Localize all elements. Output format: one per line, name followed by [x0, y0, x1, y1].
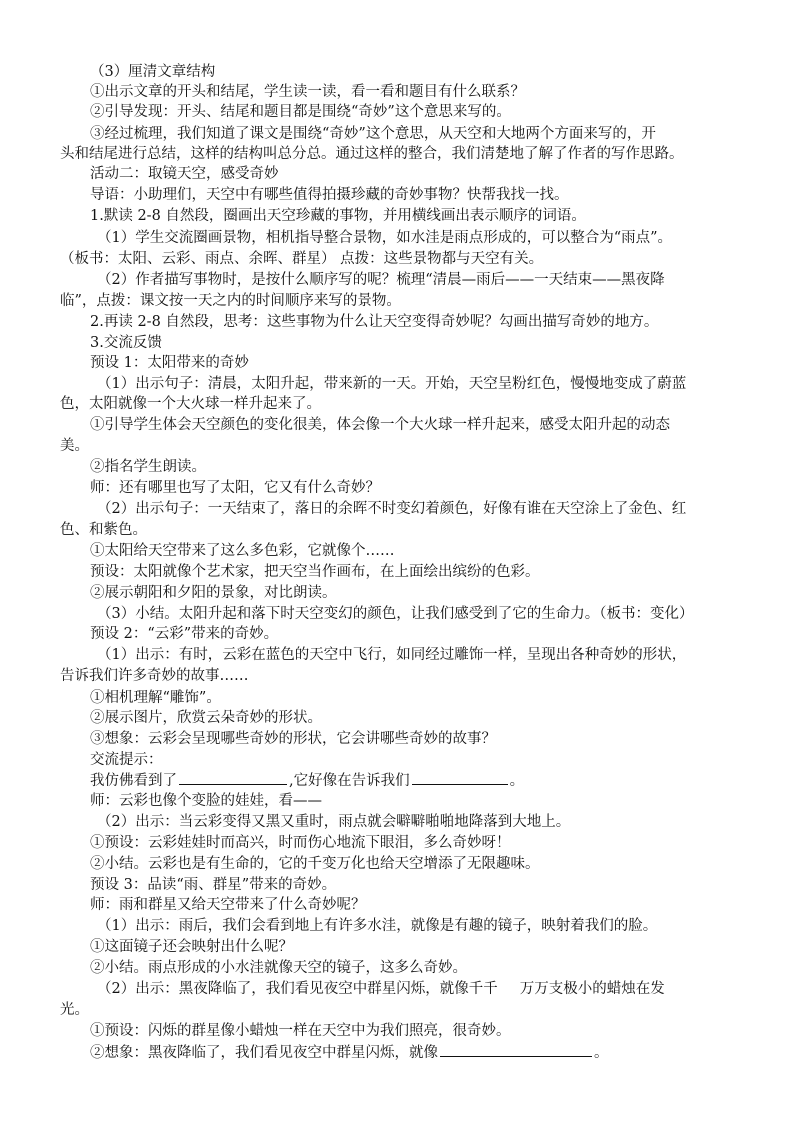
blank-prompt-text: 。 [509, 773, 525, 789]
blank-line [412, 770, 508, 785]
paragraph-line: 头和结尾进行总结，这样的结构叫总分总。通过这样的整合，我们清楚地了解了作者的写作思路。 [60, 146, 684, 162]
paragraph-line: 光。 [60, 1002, 89, 1018]
paragraph-line: 预设 2：“云彩”带来的奇妙。 [90, 626, 279, 642]
activity-heading: 活动二：取镜天空，感受奇妙 [90, 166, 279, 182]
paragraph-line: ①引导学生体会天空颜色的变化很美，体会像一个大火球一样升起来，感受太阳升起的动态 [90, 417, 670, 433]
paragraph-line: ①相机理解“雕饰”。 [90, 690, 221, 706]
paragraph-line: ①太阳给天空带来了这么多色彩，它就像个…… [90, 543, 395, 559]
paragraph-line: ②展示朝阳和夕阳的景象，对比朗读。 [90, 585, 337, 601]
paragraph-line: ②小结。云彩也是有生命的，它的千变万化也给天空增添了无限趣味。 [90, 856, 540, 872]
paragraph-line: 师：云彩也像个变脸的娃娃，看—— [90, 793, 322, 809]
paragraph-line: ①出示文章的开头和结尾，学生读一读，看一看和题目有什么联系？ [90, 84, 525, 100]
paragraph-line: （2）作者描写事物时，是按什么顺序写的呢？梳理“清晨—雨后——一天结束——黑夜降 [97, 272, 665, 288]
paragraph-line: ①预设：闪烁的群星像小蜡烛一样在天空中为我们照亮，很奇妙。 [90, 1023, 511, 1039]
paragraph-line: （2）出示：当云彩变得又黑又重时，雨点就会噼噼啪啪地降落到大地上。 [97, 814, 571, 830]
paragraph-line: 师：还有哪里也写了太阳，它又有什么奇妙？ [90, 480, 380, 496]
paragraph-line: ②指名学生朗读。 [90, 459, 206, 475]
blank-prompt-text: ②想象：黑夜降临了，我们看见夜空中群星闪烁，就像 [90, 1045, 438, 1061]
paragraph-line: 导语：小助理们，天空中有哪些值得拍摄珍藏的奇妙事物？快帮我找一找。 [90, 187, 569, 203]
section-heading: （3）厘清文章结构 [90, 64, 216, 80]
paragraph-line: （1）学生交流圈画景物，相机指导整合景物，如水洼是雨点形成的，可以整合为“雨点”。 [97, 230, 673, 246]
blank-line [440, 1042, 592, 1057]
paragraph-line: 预设 1：太阳带来的奇妙 [90, 355, 249, 371]
paragraph-line: 色，太阳就像一个大火球一样升起来了。 [60, 396, 321, 412]
paragraph-text: （2）出示：黑夜降临了，我们看见夜空中群星闪烁，就像千千 [97, 981, 498, 997]
paragraph-line: （1）出示：有时，云彩在蓝色的天空中飞行，如同经过雕饰一样，呈现出各种奇妙的形状， [97, 647, 687, 663]
paragraph-line [97, 979, 665, 999]
blank-prompt-text: ,它好像在告诉我们 [289, 773, 410, 789]
paragraph-line: ①预设：云彩娃娃时而高兴，时而伤心地流下眼泪，多么奇妙呀！ [90, 835, 511, 851]
paragraph-line: 预设：太阳就像个艺术家，把天空当作画布，在上面绘出缤纷的色彩。 [90, 564, 540, 580]
paragraph-line: 2.再读 2-8 自然段，思考：这些事物为什么让天空变得奇妙呢？勾画出描写奇妙的地方。 [90, 314, 659, 330]
blank-prompt-text: 我仿佛看到了 [90, 773, 177, 789]
blank-prompt-text: 。 [594, 1045, 609, 1061]
paragraph-line: （板书：太阳、云彩、雨点、余晖、群星） 点拨：这些景物都与天空有关。 [60, 251, 544, 267]
paragraph-line: （1）出示：雨后，我们会看到地上有许多水洼，就像是有趣的镜子，映射着我们的脸。 [97, 918, 658, 934]
paragraph-line: ②展示图片，欣赏云朵奇妙的形状。 [90, 710, 322, 726]
paragraph-line: ①这面镜子还会映射出什么呢？ [90, 939, 293, 955]
fill-in-blank-line [90, 1042, 609, 1063]
paragraph-line: 告诉我们许多奇妙的故事…… [60, 668, 249, 684]
paragraph-line: 师：雨和群星又给天空带来了什么奇妙呢？ [90, 897, 366, 913]
paragraph-line: ②小结。雨点形成的小水洼就像天空的镜子，这多么奇妙。 [90, 960, 467, 976]
paragraph-line: 色、和紫色。 [60, 522, 147, 538]
paragraph-line: 交流提示： [90, 752, 163, 768]
paragraph-line: 美。 [60, 438, 89, 454]
paragraph-line: ③想象：云彩会呈现哪些奇妙的形状，它会讲哪些奇妙的故事？ [90, 731, 496, 747]
paragraph-line: （3）小结。太阳升起和落下时天空变幻的颜色，让我们感受到了它的生命力。（板书：变化） [97, 606, 694, 622]
blank-line [179, 770, 287, 785]
paragraph-line: ③经过梳理，我们知道了课文是围绕“奇妙”这个意思，从天空和大地两个方面来写的，开 [90, 126, 656, 142]
paragraph-line: 预设 3：品读“雨、群星”带来的奇妙。 [90, 877, 337, 893]
fill-in-blank-line [90, 770, 524, 791]
paragraph-line: （1）出示句子：清晨，太阳升起，带来新的一天。开始，天空呈粉红色，慢慢地变成了蔚蓝 [97, 376, 687, 392]
paragraph-line: 3.交流反馈 [90, 335, 162, 351]
paragraph-text: 万万支极小的蜡烛在发 [519, 981, 665, 997]
paragraph-line: ②引导发现：开头、结尾和题目都是围绕“奇妙”这个意思来写的。 [90, 104, 511, 120]
paragraph-line: （2）出示句子：一天结束了，落日的余晖不时变幻着颜色，好像有谁在天空涂上了金色、红 [97, 501, 687, 517]
paragraph-line: 临”，点拨：课文按一天之内的时间顺序来写的景物。 [60, 293, 401, 309]
paragraph-line: 1.默读 2-8 自然段，圈画出天空珍藏的事物，并用横线画出表示顺序的词语。 [90, 208, 586, 224]
